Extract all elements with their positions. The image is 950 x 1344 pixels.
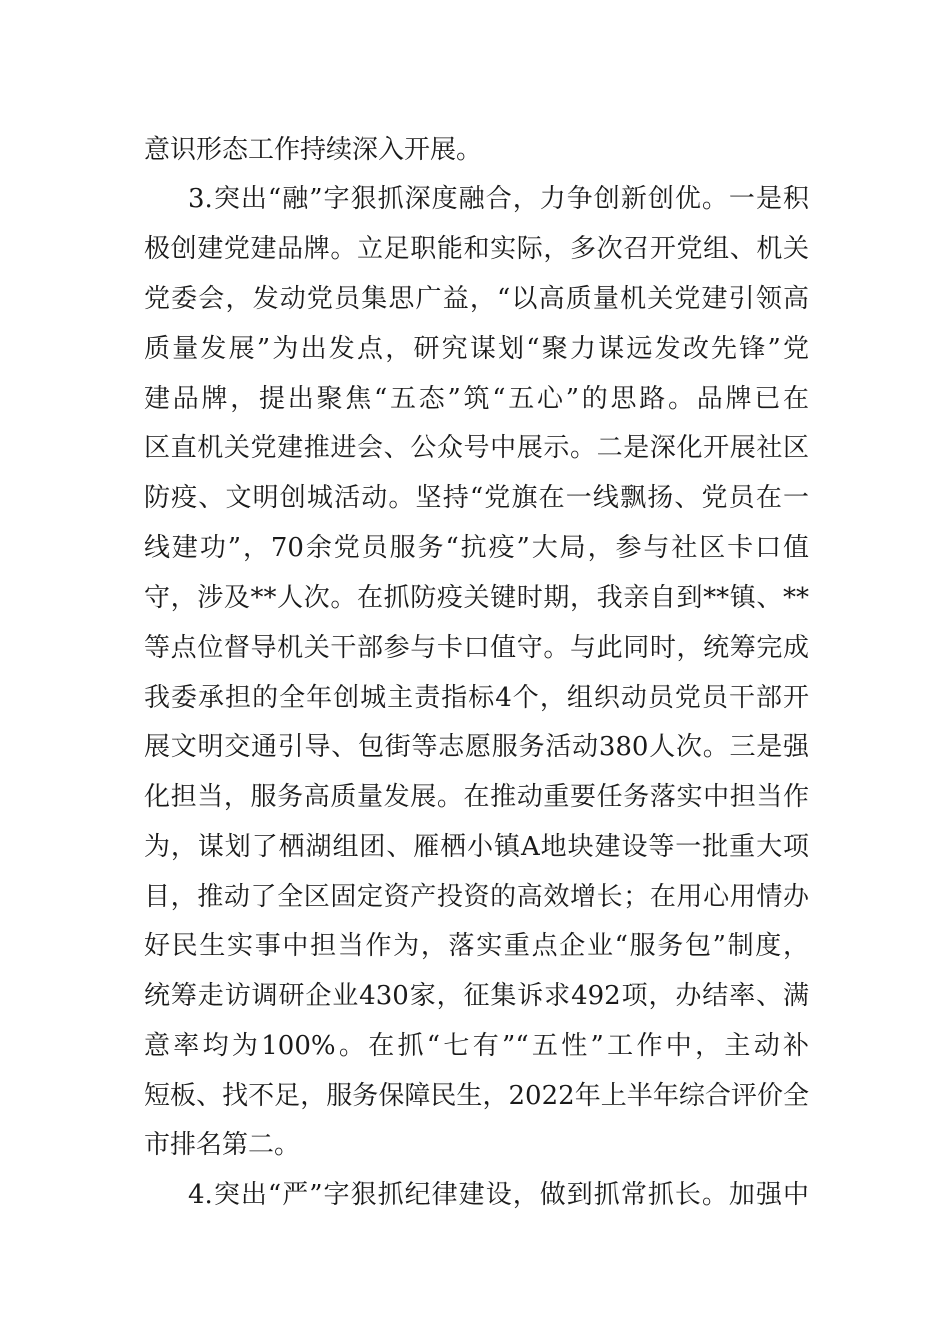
text-line-21: 市排名第二。 xyxy=(144,1130,301,1160)
text-line-4: 党委会，发动党员集思广益，“以高质量机关党建引领高 xyxy=(144,284,809,314)
text-line-7: 区直机关党建推进会、公众号中展示。二是深化开展社区 xyxy=(144,433,809,463)
text-line-19: 意率均为100%。在抓“七有”“五性”工作中，主动补 xyxy=(144,1031,809,1061)
text-line-5: 质量发展”为出发点，研究谋划“聚力谋远发改先锋”党 xyxy=(144,334,809,364)
text-line-15: 为，谋划了栖湖组团、雁栖小镇A地块建设等一批重大项 xyxy=(144,832,809,862)
section-3-heading-line: 3.突出“融”字狠抓深度融合，力争创新创优。一是积 xyxy=(188,184,809,214)
text-line-3: 极创建党建品牌。立足职能和实际，多次召开党组、机关 xyxy=(144,234,809,264)
text-line-18: 统筹走访调研企业430家，征集诉求492项，办结率、满 xyxy=(144,981,809,1011)
text-line-11: 等点位督导机关干部参与卡口值守。与此同时，统筹完成 xyxy=(144,633,809,663)
text-line-14: 化担当，服务高质量发展。在推动重要任务落实中担当作 xyxy=(144,782,809,812)
text-line-16: 目，推动了全区固定资产投资的高效增长；在用心用情办 xyxy=(144,882,809,912)
text-line-13: 展文明交通引导、包街等志愿服务活动380人次。三是强 xyxy=(144,732,809,762)
text-line-17: 好民生实事中担当作为，落实重点企业“服务包”制度， xyxy=(144,931,809,961)
text-line-9: 线建功”，70余党员服务“抗疫”大局，参与社区卡口值 xyxy=(144,533,809,563)
text-line-10: 守，涉及**人次。在抓防疫关键时期，我亲自到**镇、** xyxy=(144,583,809,613)
text-line-12: 我委承担的全年创城主责指标4个，组织动员党员干部开 xyxy=(144,683,809,713)
text-line-20: 短板、找不足，服务保障民生，2022年上半年综合评价全 xyxy=(144,1081,809,1111)
section-4-heading-line: 4.突出“严”字狠抓纪律建设，做到抓常抓长。加强中 xyxy=(188,1180,809,1210)
text-line-6: 建品牌，提出聚焦“五态”筑“五心”的思路。品牌已在 xyxy=(144,384,809,414)
text-line-1: 意识形态工作持续深入开展。 xyxy=(144,135,483,165)
text-line-8: 防疫、文明创城活动。坚持“党旗在一线飘扬、党员在一 xyxy=(144,483,809,513)
